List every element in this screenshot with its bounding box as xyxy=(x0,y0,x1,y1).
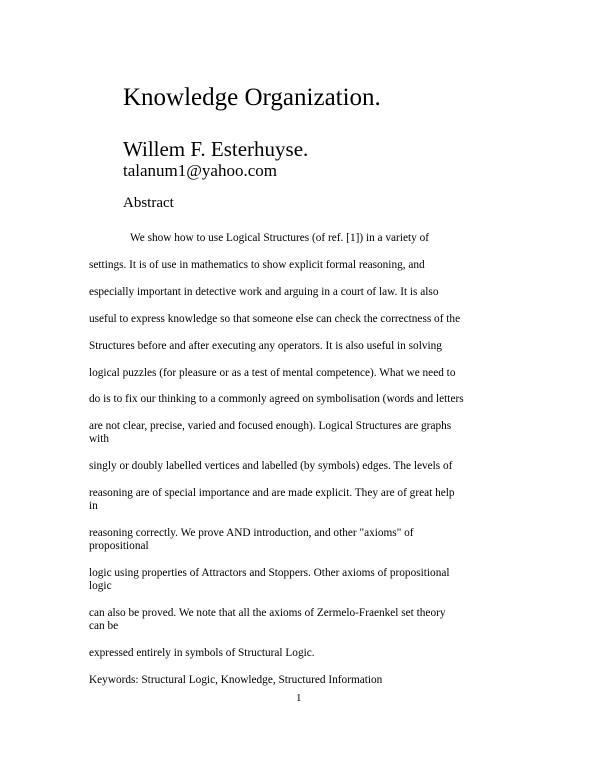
abstract-line: useful to express knowledge so that someone else can check the correctness of the xyxy=(89,313,461,325)
abstract-line: propositional xyxy=(89,540,149,552)
abstract-line: can be xyxy=(89,620,119,632)
abstract-line: reasoning are of special importance and are made explicit. They are of great help xyxy=(89,487,455,499)
abstract-line: Structures before and after executing any operators. It is also useful in solving xyxy=(89,340,442,352)
abstract-line: reasoning correctly. We prove AND introduction, and other "axioms" of xyxy=(89,527,414,539)
abstract-line: logic xyxy=(89,580,112,592)
abstract-line: settings. It is of use in mathematics to show explicit formal reasoning, and xyxy=(89,259,425,271)
paper-title: Knowledge Organization. xyxy=(123,84,381,111)
abstract-line: expressed entirely in symbols of Structural Logic. xyxy=(89,647,315,659)
abstract-line: can also be proved. We note that all the axioms of Zermelo-Fraenkel set theory xyxy=(89,607,446,619)
abstract-line: logical puzzles (for pleasure or as a test of mental competence). What we need to xyxy=(89,367,456,379)
author-name: Willem F. Esterhuyse. xyxy=(123,137,309,161)
abstract-line: do is to fix our thinking to a commonly agreed on symbolisation (words and letters xyxy=(89,393,464,405)
abstract-line: with xyxy=(89,433,110,445)
abstract-line: singly or doubly labelled vertices and labelled (by symbols) edges. The levels of xyxy=(89,460,453,472)
abstract-line: are not clear, precise, varied and focused enough). Logical Structures are graphs xyxy=(89,420,452,432)
abstract-line: especially important in detective work and arguing in a court of law. It is also xyxy=(89,286,439,298)
abstract-line: logic using properties of Attractors and Stoppers. Other axioms of propositional xyxy=(89,567,450,579)
keywords: Keywords: Structural Logic, Knowledge, Structured Information xyxy=(89,674,383,686)
page-number: 1 xyxy=(296,692,302,704)
abstract-heading: Abstract xyxy=(123,195,174,211)
abstract-line: in xyxy=(89,500,98,512)
abstract-line: We show how to use Logical Structures (of ref. [1]) in a variety of xyxy=(130,232,429,244)
author-email: talanum1@yahoo.com xyxy=(123,161,277,180)
